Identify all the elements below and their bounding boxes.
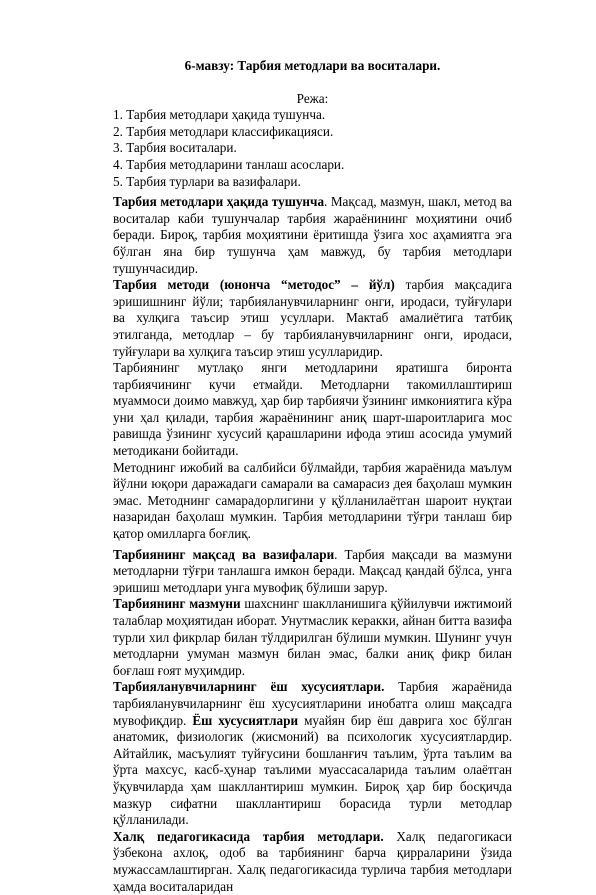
paragraph-lead: Тарбия методи (юнонча “методос” – йўл) xyxy=(113,277,395,293)
paragraph-lead: Тарбия методлари ҳақида тушунча xyxy=(113,194,325,210)
paragraph xyxy=(113,277,512,360)
paragraph-text: Методнинг ижобий ва салбийси бўлмайди, тарбия жараёнида маълум йўлни юқори даражадаги самарали ва самарасиз дея баҳолаш мумкин эмас. Методнинг самарадорлигини у қўлланилаётган шароит нуқтаи назаридан баҳолаш мумкин. Тарбия методларини тўғри танлаш бир қатор омилларга боғлиқ. xyxy=(113,459,512,542)
paragraph xyxy=(113,360,512,460)
plan-item: 4. Тарбия методларини танлаш асослари. xyxy=(113,156,345,172)
plan-item: 3. Тарбия воситалари. xyxy=(113,140,237,156)
plan-list xyxy=(113,107,512,190)
paragraph-inline-term: Ёш хусусиятлари xyxy=(192,712,299,728)
paragraph-lead: Халқ педагогикасида тарбия методлари. xyxy=(113,828,384,844)
paragraph-text: шахснинг шаклланишига қўйилувчи ижтимоий талаблар моҳиятидан иборат. Унутмаслик керакки, айнан битта вазифа турли хил фикрлар билан тўлдирилган бўлиши мумкин. Шунинг учун методларни умуман мазмун билан эмас, балки аниқ фикр билан боғлаш ғоят муҳимдир. xyxy=(113,596,512,678)
document-body xyxy=(113,194,512,895)
paragraph-text: . Мақсад, мазмун, шакл, метод ва воситалар каби тушунчалар тарбия жараёнининг моҳиятини очиб беради. Бироқ, тарбия моҳиятини ёритишда ўзига хос аҳамиятга эга бўлган яна бир тушунча ҳам мавжуд, бу тарбия методлари тушунчасидир. xyxy=(113,194,512,276)
plan-item: 5. Тарбия турлари ва вазифалари. xyxy=(113,173,301,189)
paragraph-text: . Тарбия мақсади ва мазмуни методларни тўғри танлашга имкон беради. Мақсад қандай бўлса, унга эришиш методлари унга мувофиқ бўлиши зарур. xyxy=(113,546,512,595)
paragraph-text: Тарбиянинг мутлақо янги методларини яратишга биронта тарбиячининг кучи етмайди. Методларни такомиллаштириш муаммоси доимо мавжуд, ҳар бир тарбиячи ўзининг имкониятига кўра уни ҳал қилади, тарбия жараёнининг аниқ шарт-шароитларига мос равишда ўзининг хусусий қарашларини ифода этиш асосида умумий методикани бойитади. xyxy=(113,360,512,459)
paragraph-lead: Тарбиянинг мазмуни xyxy=(113,596,241,612)
paragraph xyxy=(113,460,512,543)
paragraph-text: Тарбия жараёнида тарбияланувчиларнинг ёш хусусиятларини инобатга олиш мақсадга мувофиқдир. xyxy=(113,679,512,728)
paragraph xyxy=(113,829,512,895)
paragraph-text: тарбия мақсадига эришишнинг йўли; тарбияланувчиларнинг онги, иродаси, туйғулари ва хулқига таъсир этиш усуллари. Мактаб амалиётига татбиқ этилганда, методлар – бу тарбияланувчиларнинг онги, иродаси, туйғулари ва хулқига таъсир этиш усулларидир. xyxy=(113,277,512,359)
paragraph-lead: Тарбиянинг мақсад ва вазифалари xyxy=(113,546,335,562)
page-title: 6-мавзу: Тарбия методлари ва воситалари. xyxy=(184,58,441,73)
plan-heading: Режа: xyxy=(296,90,329,106)
paragraph-text: муайян бир ёш даврига хос бўлган анатомик, физиологик (жисмоний) ва психологик хусусиятлардир. Айтайлик, масъулият туйғусини бошланғич таълим, ўрта таълим ва ўрта махсус, касб-ҳунар таълими муассасаларида таълим олаётган ўқувчиларда ҳам шакллантириш мумкин. Бироқ ҳар бир босқичда мазкур сифатни шакллантириш борасида турли методлар қўлланилади. xyxy=(113,712,512,828)
plan-item: 1. Тарбия методлари ҳақида тушунча. xyxy=(113,107,326,123)
paragraph xyxy=(113,194,512,277)
paragraph-text: Халқ педагогикаси ўзбекона ахлоқ, одоб ва тарбиянинг барча қирраларини ўзида мужассамлаштирган. Халқ педагогикасида турлича тарбия методлари ҳамда воситаларидан xyxy=(113,828,512,894)
paragraph xyxy=(113,547,512,597)
plan-item: 2. Тарбия методлари классификацияси. xyxy=(113,123,334,139)
paragraph-lead: Тарбияланувчиларнинг ёш хусусиятлари. xyxy=(113,679,385,695)
paragraph xyxy=(113,679,512,828)
paragraph xyxy=(113,596,512,679)
